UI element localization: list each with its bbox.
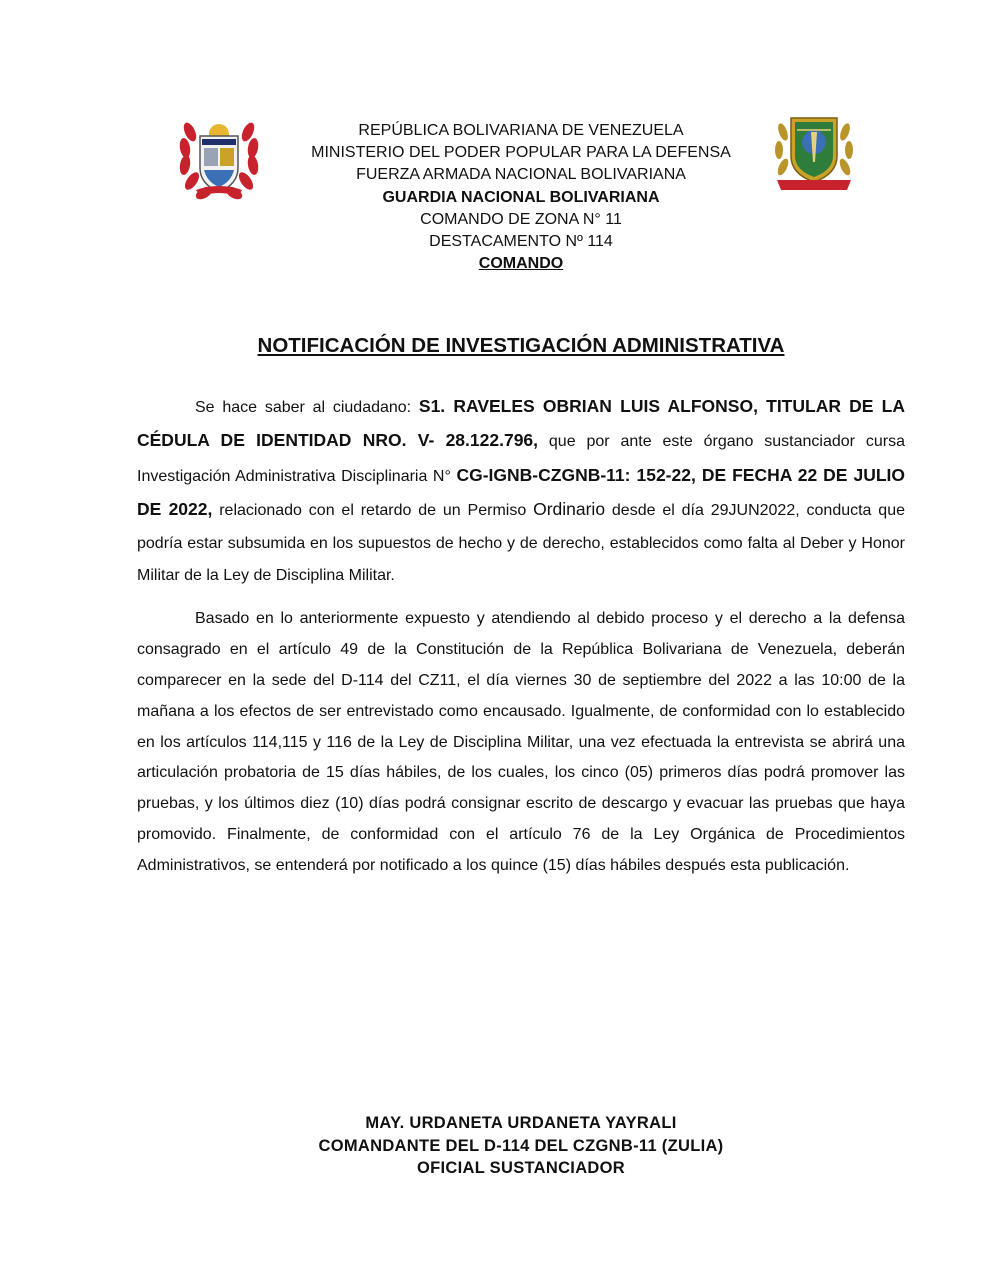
paragraph1-intro: Se hace saber al ciudadano: [195, 399, 419, 416]
header-republic: REPÚBLICA BOLIVARIANA DE VENEZUELA [358, 122, 684, 139]
header-armed-force: FUERZA ARMADA NACIONAL BOLIVARIANA [356, 166, 686, 184]
signer-role: OFICIAL SUSTANCIADOR [417, 1159, 625, 1177]
signer-position: COMANDANTE DEL D-114 DEL CZGNB-11 (ZULIA) [318, 1136, 724, 1155]
citizen-identity: S1. RAVELES OBRIAN LUIS ALFONSO, TITULAR DE LA CÉDULA DE IDENTIDAD NRO. V- 28.122.796, [137, 396, 905, 451]
destacamento-shield-icon [771, 110, 857, 196]
document-body [137, 390, 905, 882]
header-ministry: MINISTERIO DEL PODER POPULAR PARA LA DEFENSA [311, 144, 731, 162]
header-command: COMANDO [478, 255, 564, 273]
signature-block [230, 1112, 812, 1180]
header-zone-command: COMANDO DE ZONA N° 11 [420, 210, 622, 228]
document-title: NOTIFICACIÓN DE INVESTIGACIÓN ADMINISTRATIVA [257, 334, 785, 357]
paragraph1-text-b: relacionado con el retardo de un Permiso [212, 502, 534, 520]
header-detachment: DESTACAMENTO Nº 114 [429, 233, 613, 251]
investigation-number: CG-IGNB-CZGNB-11: 152-22, DE FECHA 22 DE JULIO DE 2022, [137, 464, 905, 520]
paragraph1-text-a: que por ante este órgano sustanciador cursa Investigación Administrativa Disciplinaria N° [137, 433, 905, 485]
notification-paragraph [137, 390, 905, 592]
permit-type: Ordinario [533, 499, 606, 520]
document-header [230, 120, 812, 275]
signer-name: MAY. URDANETA URDANETA YAYRALI [365, 1114, 677, 1132]
paragraph1-text-c: desde el día 29JUN2022, conducta que podría estar subsumida en los supuestos de hecho y de derecho, establecidos como falta al Deber y Honor Militar de la Ley de Disciplina Militar. [137, 502, 905, 585]
summons-paragraph: Basado en lo anteriormente expuesto y atendiendo al debido proceso y el derecho a la defensa consagrado en el artículo 49 de la Constitución de la República Bolivariana de Venezuela, deberán comparecer en la sede del D-114 del CZ11, el día viernes 30 de septiembre del 2022 a las 10:00 de la mañana a los efectos de ser entrevistado como encausado. Igualmente, de conformidad con lo establecido en los artículos 114,115 y 116 de la Ley de Disciplina Militar, una vez efectuada la entrevista se abrirá una articulación probatoria de 15 días hábiles, de los cuales, los cinco (05) primeros días podrá promover las pruebas, y los últimos diez (10) días podrá consignar escrito de descargo y evacuar las pruebas que haya promovido. Finalmente, de conformidad con el artículo 76 de la Ley Orgánica de Procedimientos Administrativos, se entenderá por notificado a los quince (15) días hábiles después esta publicación. [137, 610, 905, 874]
header-national-guard: GUARDIA NACIONAL BOLIVARIANA [382, 188, 660, 206]
